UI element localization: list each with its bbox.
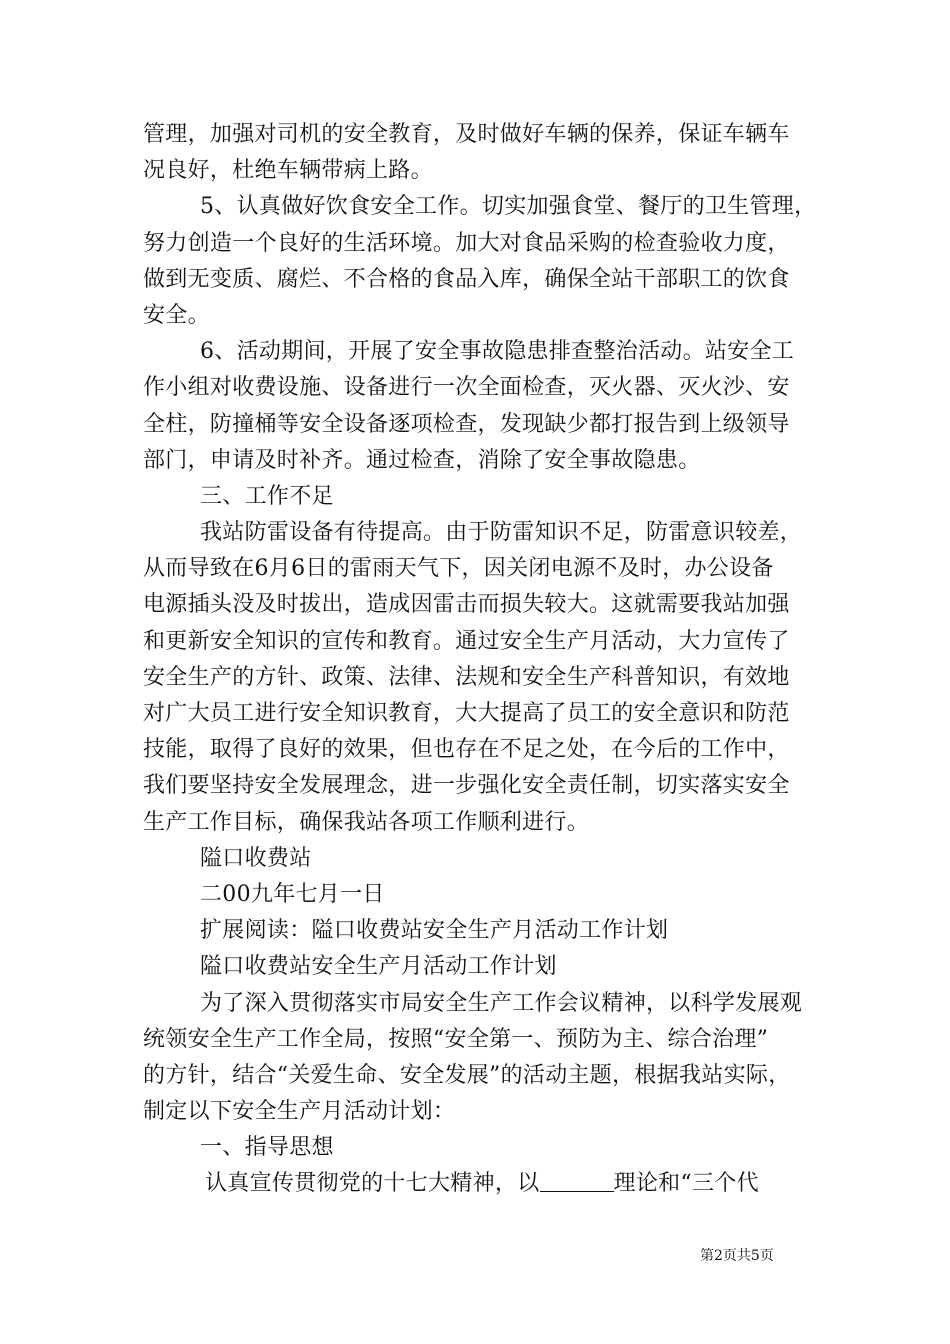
plan-title: 隘口收费站安全生产月活动工作计划 bbox=[200, 954, 557, 980]
text-segment: 认真宣传贯彻党的十七大精神，以 bbox=[205, 1171, 540, 1197]
section-heading: 一、指导思想 bbox=[200, 1135, 334, 1161]
signature-date: 二00九年七月一日 bbox=[200, 881, 385, 907]
text-line: 全柱，防撞桶等安全设备逐项检查，发现缺少都打报告到上级领导 bbox=[143, 411, 790, 437]
text-line: 努力创造一个良好的生活环境。加大对食品采购的检查验收力度， bbox=[143, 230, 790, 256]
text-line: 技能，取得了良好的效果，但也存在不足之处，在今后的工作中， bbox=[143, 737, 790, 763]
document-body bbox=[143, 117, 815, 1203]
text-line: 生产工作目标，确保我站各项工作顺利进行。 bbox=[143, 809, 590, 835]
text-line: 电源插头没及时拔出，造成因雷击而损失较大。这就需要我站加强 bbox=[143, 592, 790, 618]
signature-organization: 隘口收费站 bbox=[200, 845, 312, 871]
text-line bbox=[143, 1166, 815, 1202]
text-line: 我们要坚持安全发展理念，进一步强化安全责任制，切实落实安全 bbox=[143, 773, 790, 799]
text-line: 我站防雷设备有待提高。由于防雷知识不足，防雷意识较差， bbox=[200, 520, 803, 546]
text-line: 为了深入贯彻落实市局安全生产工作会议精神，以科学发展观 bbox=[200, 990, 803, 1016]
text-line: 6、活动期间，开展了安全事故隐患排查整治活动。站安全工 bbox=[200, 339, 795, 365]
text-line: 和更新安全知识的宣传和教育。通过安全生产月活动，大力宣传了 bbox=[143, 628, 790, 654]
text-line: 况良好，杜绝车辆带病上路。 bbox=[143, 158, 433, 184]
page-number: 第2页共5页 bbox=[700, 1248, 774, 1264]
text-line: 安全。 bbox=[143, 302, 210, 328]
text-line: 做到无变质、腐烂、不合格的食品入库，确保全站干部职工的饮食 bbox=[143, 266, 790, 292]
text-line: 从而导致在6月6日的雷雨天气下，因关闭电源不及时，办公设备 bbox=[143, 556, 774, 582]
text-segment: 理论和“三个代 bbox=[613, 1171, 759, 1197]
text-line: 统领安全生产工作全局，按照“安全第一、预防为主、综合治理” bbox=[143, 1026, 769, 1052]
text-line: 安全生产的方针、政策、法律、法规和安全生产科普知识，有效地 bbox=[143, 664, 790, 690]
text-line: 管理，加强对司机的安全教育，及时做好车辆的保养，保证车辆车 bbox=[143, 122, 790, 147]
text-line: 5、认真做好饮食安全工作。切实加强食堂、餐厅的卫生管理， bbox=[200, 194, 817, 220]
extended-reading-line: 扩展阅读：隘口收费站安全生产月活动工作计划 bbox=[200, 918, 669, 944]
text-line: 制定以下安全生产月活动计划： bbox=[143, 1099, 456, 1125]
section-heading: 三、工作不足 bbox=[200, 483, 334, 509]
fill-in-blank bbox=[540, 1169, 614, 1192]
text-line: 的方针，结合“关爱生命、安全发展”的活动主题，根据我站实际， bbox=[143, 1062, 791, 1088]
text-line: 作小组对收费设施、设备进行一次全面检查，灭火器、灭火沙、安 bbox=[143, 375, 790, 401]
text-line: 部门，申请及时补齐。通过检查，消除了安全事故隐患。 bbox=[143, 447, 701, 473]
text-line: 对广大员工进行安全知识教育，大大提高了员工的安全意识和防范 bbox=[143, 701, 790, 726]
